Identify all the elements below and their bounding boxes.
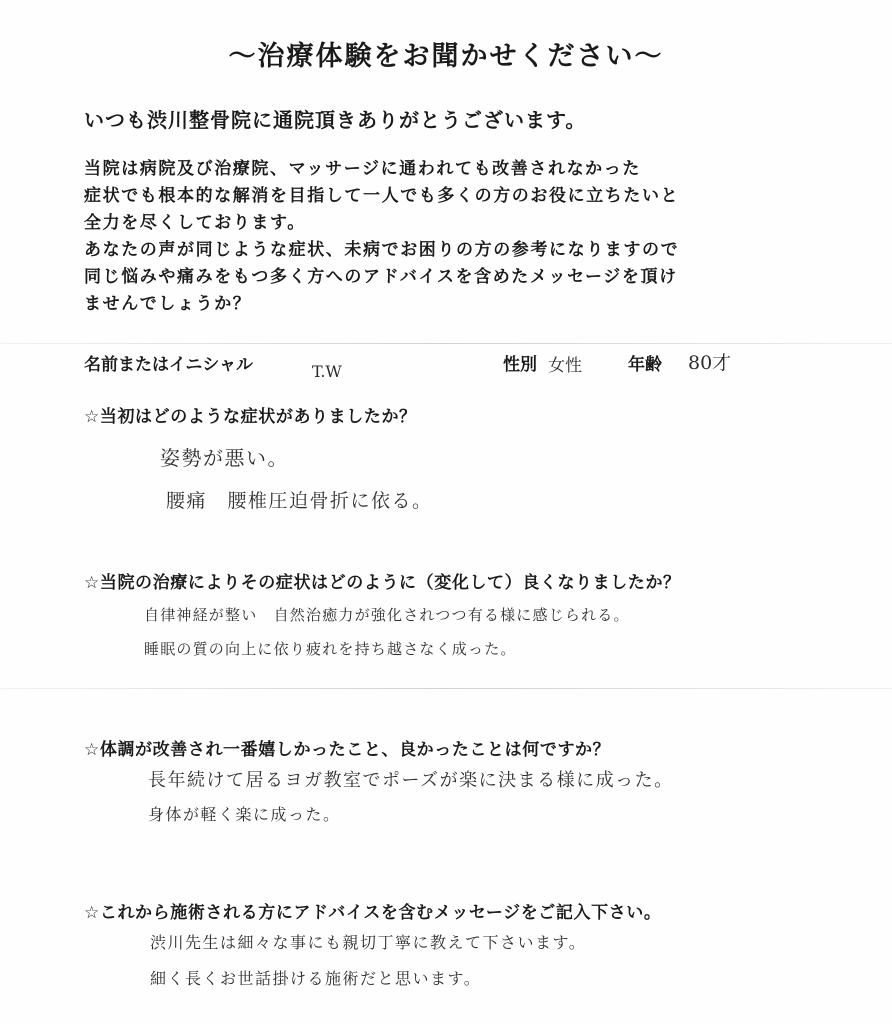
greeting-text: いつも渋川整骨院に通院頂きありがとうございます。: [84, 108, 587, 132]
paper-fold-line: [0, 688, 892, 689]
name-label: 名前またはイニシャル: [84, 355, 253, 375]
answer-2-line-1: 自律神経が整い 自然治癒力が強化されつつ有る様に感じられる。: [144, 606, 630, 624]
age-value: 80才: [688, 352, 732, 374]
intro-line: 当院は病院及び治療院、マッサージに通われても改善されなかった: [84, 159, 641, 179]
intro-line: 同じ悩みや痛みをもつ多く方へのアドバイスを含めたメッセージを頂け: [84, 267, 678, 287]
intro-line: 症状でも根本的な解消を目指して一人でも多くの方のお役に立ちたいと: [84, 186, 680, 206]
answer-4-line-1: 渋川先生は細々な事にも親切丁寧に教えて下さいます。: [150, 933, 587, 952]
answer-1-line-2: 腰痛 腰椎圧迫骨折に依る。: [166, 490, 433, 512]
intro-line: 全力を尽くしております。: [84, 213, 306, 233]
intro-line: ませんでしょうか？: [84, 294, 252, 314]
answer-4-line-2: 細く長くお世話掛ける施術だと思います。: [150, 969, 482, 988]
answer-1-line-1: 姿勢が悪い。: [160, 446, 289, 470]
question-1: ☆当初はどのような症状がありましたか？: [84, 407, 417, 427]
page-title: 〜治療体験をお聞かせください〜: [228, 41, 664, 72]
gender-label: 性別: [503, 355, 537, 375]
name-value: T.W: [312, 362, 342, 381]
answer-2-line-2: 睡眠の質の向上に依り疲れを持ち越さなく成った。: [144, 640, 517, 658]
question-3: ☆体調が改善され一番嬉しかったこと、良かったことは何ですか？: [84, 740, 611, 760]
question-2: ☆当院の治療によりその症状はどのように（変化して）良くなりましたか？: [84, 573, 681, 593]
question-4: ☆これから施術される方にアドバイスを含むメッセージをご記入下さい。: [84, 903, 662, 923]
intro-paragraph: [84, 156, 784, 318]
answer-3-line-1: 長年続けて居るヨガ教室でポーズが楽に決まる様に成った。: [148, 770, 674, 791]
gender-value: 女性: [548, 356, 582, 376]
paper-fold-line: [0, 343, 892, 344]
intro-line: あなたの声が同じような症状、未病でお困りの方の参考になりますので: [84, 240, 680, 260]
answer-3-line-2: 身体が軽く楽に成った。: [148, 805, 341, 824]
age-label: 年齢: [628, 355, 662, 375]
